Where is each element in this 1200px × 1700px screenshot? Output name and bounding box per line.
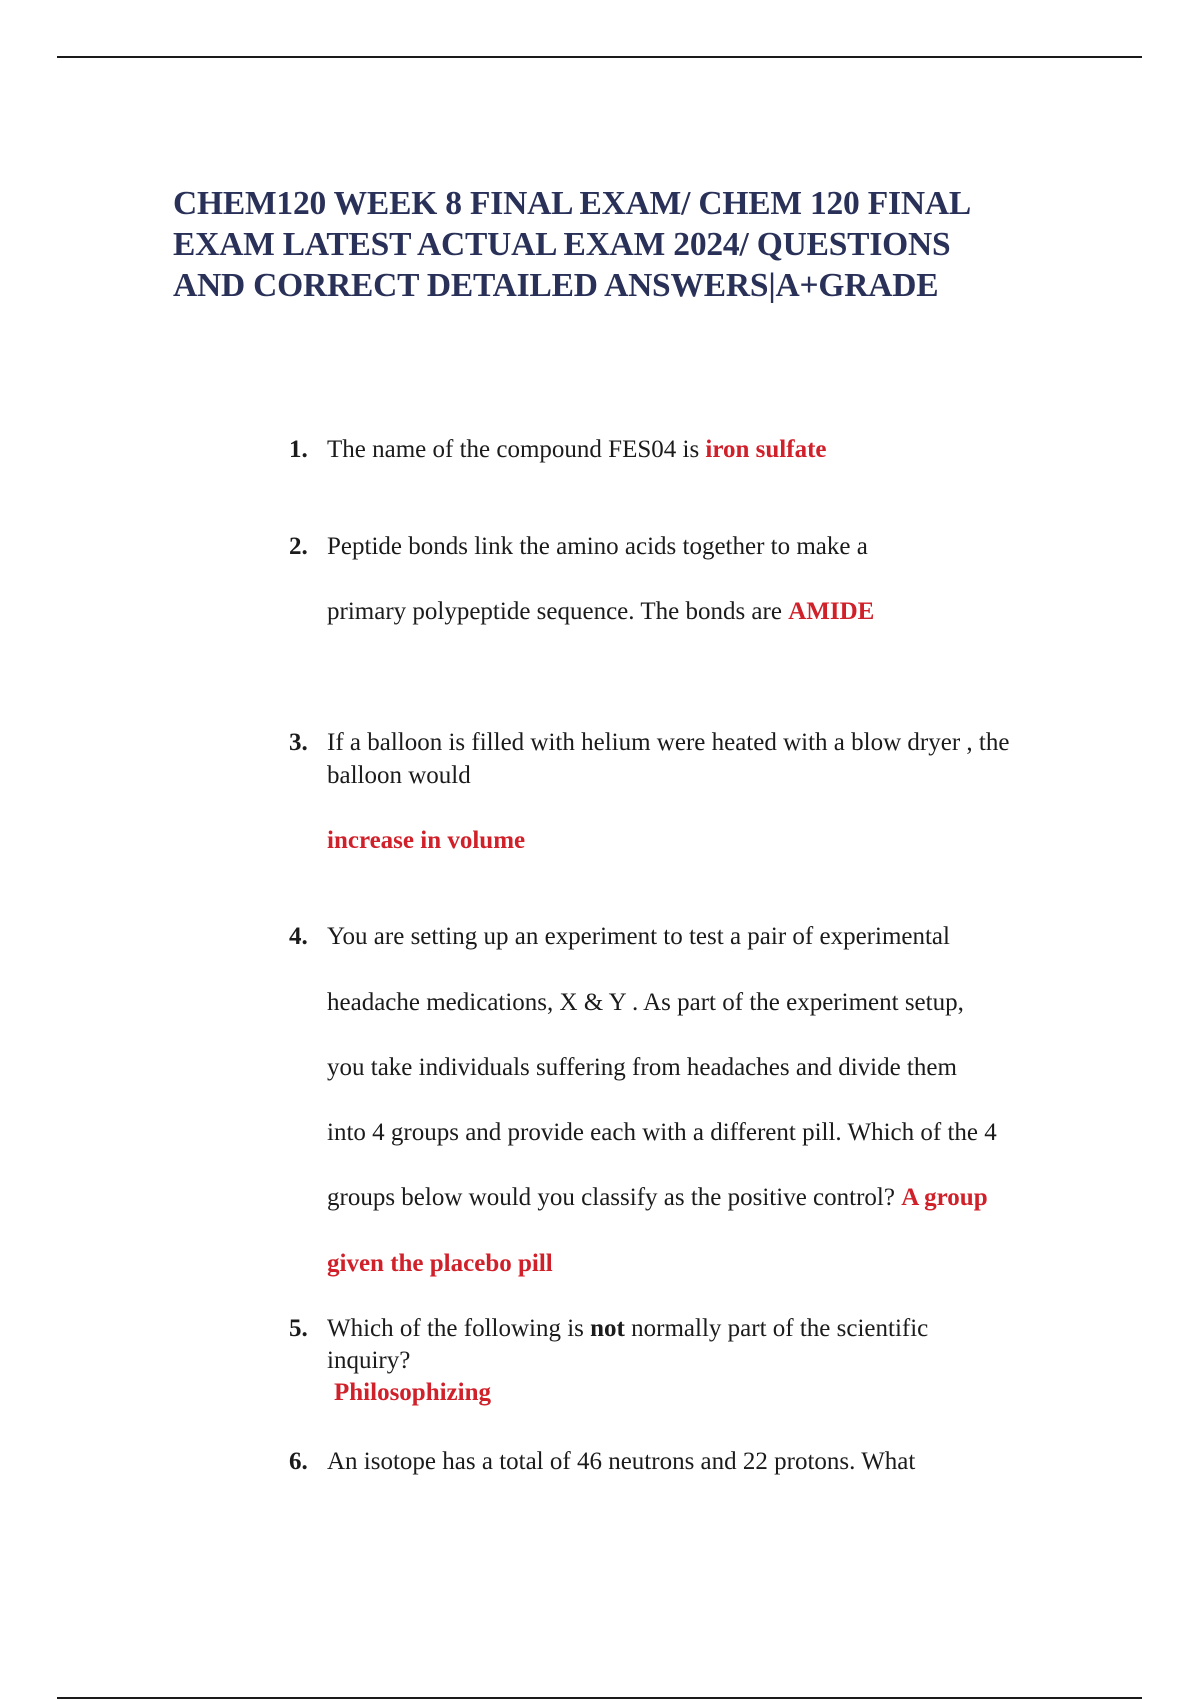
question-line xyxy=(327,1184,988,1212)
question-number: 5. xyxy=(289,1315,308,1342)
answer-text: given the placebo pill xyxy=(327,1250,553,1277)
question-line: balloon would xyxy=(327,762,471,789)
question-text xyxy=(327,436,827,464)
question-line: headache medications, X & Y . As part of the experiment setup, xyxy=(327,989,964,1016)
question-line: you take individuals suffering from headaches and divide them xyxy=(327,1054,957,1081)
title-line-2: EXAM LATEST ACTUAL EXAM 2024/ QUESTIONS xyxy=(173,226,951,263)
question-line xyxy=(327,598,874,626)
title-line-3: AND CORRECT DETAILED ANSWERS|A+GRADE xyxy=(173,267,939,304)
emphasis-text: not xyxy=(590,1315,625,1342)
question-line xyxy=(327,1315,928,1343)
question-number: 1. xyxy=(289,436,308,463)
answer-text: Philosophizing xyxy=(334,1379,491,1406)
question-line: inquiry? xyxy=(327,1347,411,1374)
question-prompt: The name of the compound FES04 is xyxy=(327,436,706,463)
answer-text: increase in volume xyxy=(327,827,526,854)
title-line-1: CHEM120 WEEK 8 FINAL EXAM/ CHEM 120 FINAL xyxy=(173,185,972,222)
document-title xyxy=(173,183,1073,306)
question-line: You are setting up an experiment to test a pair of experimental xyxy=(327,923,950,950)
question-line: Peptide bonds link the amino acids together to make a xyxy=(327,533,868,560)
question-number: 6. xyxy=(289,1448,308,1475)
answer-text: A group xyxy=(901,1184,988,1211)
question-line: An isotope has a total of 46 neutrons and 22 protons. What xyxy=(327,1448,916,1475)
answer-text: iron sulfate xyxy=(705,436,827,463)
question-prompt: groups below would you classify as the positive control? xyxy=(327,1184,902,1211)
question-number: 2. xyxy=(289,533,308,560)
question-line: into 4 groups and provide each with a different pill. Which of the 4 xyxy=(327,1119,997,1146)
top-rule xyxy=(57,56,1142,58)
question-prompt: Which of the following is xyxy=(327,1315,591,1342)
bottom-rule xyxy=(57,1697,1142,1699)
answer-text: AMIDE xyxy=(788,598,875,625)
question-prompt: primary polypeptide sequence. The bonds are xyxy=(327,598,789,625)
question-prompt: normally part of the scientific xyxy=(624,1315,929,1342)
question-number: 3. xyxy=(289,729,308,756)
question-number: 4. xyxy=(289,923,308,950)
question-line: If a balloon is filled with helium were heated with a blow dryer , the xyxy=(327,729,1010,756)
